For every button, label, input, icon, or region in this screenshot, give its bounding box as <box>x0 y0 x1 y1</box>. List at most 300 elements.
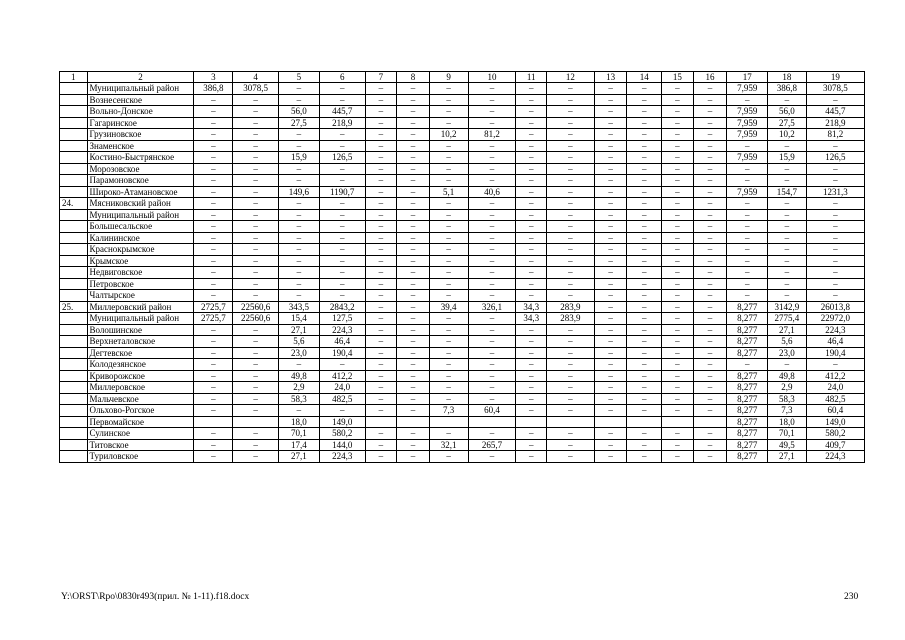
column-number: 2 <box>87 72 194 83</box>
row-number <box>60 290 88 302</box>
table-cell: – <box>662 140 694 152</box>
table-cell: – <box>594 405 627 417</box>
table-cell: – <box>594 278 627 290</box>
table-cell: 8,277 <box>727 370 768 382</box>
table-cell: – <box>233 278 279 290</box>
table-cell: – <box>233 244 279 256</box>
column-number: 9 <box>429 72 468 83</box>
table-row <box>60 267 865 279</box>
table-cell: – <box>365 382 397 394</box>
table-cell: – <box>468 393 516 405</box>
table-cell: – <box>546 221 594 233</box>
table-cell: – <box>662 451 694 463</box>
table-cell: 1190,7 <box>319 186 365 198</box>
table-cell: – <box>397 370 430 382</box>
table-cell: – <box>594 117 627 129</box>
table-cell: – <box>594 370 627 382</box>
table-cell: – <box>365 140 397 152</box>
data-table <box>59 71 865 463</box>
table-cell: – <box>279 232 320 244</box>
table-cell: – <box>397 83 430 95</box>
table-cell: – <box>768 163 807 175</box>
table-cell: – <box>627 382 662 394</box>
table-cell: – <box>397 232 430 244</box>
table-cell: 2725,7 <box>194 313 233 325</box>
table-cell: – <box>365 94 397 106</box>
table-cell: 8,277 <box>727 382 768 394</box>
table-cell: – <box>662 186 694 198</box>
table-cell: – <box>194 439 233 451</box>
table-row <box>60 301 865 313</box>
table-cell: – <box>693 117 727 129</box>
table-cell: 224,3 <box>806 324 864 336</box>
table-cell: – <box>365 129 397 141</box>
column-number: 19 <box>806 72 864 83</box>
table-cell: 8,277 <box>727 405 768 417</box>
table-cell: – <box>194 221 233 233</box>
table-cell: – <box>768 221 807 233</box>
table-cell: – <box>627 129 662 141</box>
table-cell: – <box>594 393 627 405</box>
table-cell: 3078,5 <box>233 83 279 95</box>
table-cell: – <box>194 106 233 118</box>
table-cell: – <box>233 451 279 463</box>
row-number <box>60 451 88 463</box>
row-number <box>60 336 88 348</box>
table-cell: – <box>806 163 864 175</box>
table-cell: 27,5 <box>279 117 320 129</box>
table-cell: – <box>429 175 468 187</box>
table-cell: 15,4 <box>279 313 320 325</box>
table-cell: – <box>397 336 430 348</box>
table-cell: – <box>397 267 430 279</box>
table-cell: 482,5 <box>806 393 864 405</box>
table-cell: – <box>594 439 627 451</box>
table-cell: – <box>627 267 662 279</box>
table-cell: – <box>516 278 547 290</box>
table-cell: 56,0 <box>279 106 320 118</box>
table-cell: – <box>546 278 594 290</box>
table-cell: – <box>429 244 468 256</box>
table-cell: 2725,7 <box>194 301 233 313</box>
table-row <box>60 232 865 244</box>
table-cell: – <box>693 313 727 325</box>
table-cell: – <box>662 175 694 187</box>
table-cell: – <box>594 428 627 440</box>
table-cell: – <box>594 347 627 359</box>
table-cell: – <box>429 152 468 164</box>
table-cell: – <box>429 255 468 267</box>
table-cell: – <box>194 370 233 382</box>
table-cell: – <box>468 313 516 325</box>
table-cell: – <box>319 221 365 233</box>
table-cell: 386,8 <box>768 83 807 95</box>
table-cell: – <box>662 439 694 451</box>
column-number: 3 <box>194 72 233 83</box>
table-cell: – <box>546 359 594 371</box>
table-cell: 39,4 <box>429 301 468 313</box>
table-cell: 49,8 <box>279 370 320 382</box>
table-cell: 7,3 <box>768 405 807 417</box>
table-cell: 412,2 <box>319 370 365 382</box>
table-cell: – <box>627 359 662 371</box>
table-cell: – <box>693 267 727 279</box>
table-cell: – <box>468 290 516 302</box>
table-cell: – <box>397 278 430 290</box>
table-cell: – <box>397 186 430 198</box>
table-row <box>60 129 865 141</box>
table-cell: 7,959 <box>727 129 768 141</box>
table-cell: 3078,5 <box>806 83 864 95</box>
table-cell: – <box>693 244 727 256</box>
table-cell: – <box>546 129 594 141</box>
table-cell: – <box>594 232 627 244</box>
row-number <box>60 278 88 290</box>
table-cell: – <box>319 267 365 279</box>
table-cell: – <box>468 428 516 440</box>
table-cell: – <box>662 152 694 164</box>
row-number <box>60 83 88 95</box>
table-cell: – <box>516 186 547 198</box>
table-cell: – <box>468 209 516 221</box>
table-cell: 2775,4 <box>768 313 807 325</box>
table-cell: – <box>319 244 365 256</box>
table-cell: – <box>516 232 547 244</box>
table-cell: – <box>546 186 594 198</box>
table-cell: – <box>233 324 279 336</box>
table-cell: – <box>627 209 662 221</box>
table-cell: – <box>662 428 694 440</box>
table-cell: – <box>627 94 662 106</box>
table-cell: 24,0 <box>319 382 365 394</box>
table-cell: – <box>429 382 468 394</box>
table-cell: – <box>194 244 233 256</box>
table-cell: – <box>768 267 807 279</box>
table-cell: 27,1 <box>279 451 320 463</box>
row-name: Сулинское <box>87 428 194 440</box>
table-cell: – <box>727 267 768 279</box>
row-name: Туриловское <box>87 451 194 463</box>
row-name: Парамоновское <box>87 175 194 187</box>
table-cell: – <box>365 278 397 290</box>
table-cell: – <box>365 290 397 302</box>
table-cell: – <box>627 140 662 152</box>
table-cell: – <box>233 382 279 394</box>
table-cell: – <box>516 405 547 417</box>
column-number: 15 <box>662 72 694 83</box>
table-row <box>60 209 865 221</box>
table-row <box>60 83 865 95</box>
table-cell: – <box>233 439 279 451</box>
table-cell <box>594 416 627 428</box>
table-cell: – <box>468 140 516 152</box>
row-number <box>60 439 88 451</box>
table-cell: – <box>194 347 233 359</box>
table-cell: – <box>397 152 430 164</box>
table-cell: – <box>627 370 662 382</box>
table-cell: – <box>468 382 516 394</box>
row-name: Мальчевское <box>87 393 194 405</box>
table-cell: – <box>365 175 397 187</box>
table-cell: 60,4 <box>806 405 864 417</box>
table-cell: – <box>397 313 430 325</box>
table-row <box>60 140 865 152</box>
table-cell: – <box>233 370 279 382</box>
table-cell: – <box>627 439 662 451</box>
table-row <box>60 94 865 106</box>
table-cell: 144,0 <box>319 439 365 451</box>
table-cell: 8,277 <box>727 336 768 348</box>
row-name: Миллеровское <box>87 382 194 394</box>
table-cell: 7,959 <box>727 106 768 118</box>
column-number: 10 <box>468 72 516 83</box>
table-cell: – <box>662 94 694 106</box>
table-cell: – <box>365 232 397 244</box>
table-cell: 26013,8 <box>806 301 864 313</box>
table-cell: – <box>727 140 768 152</box>
table-cell: – <box>693 232 727 244</box>
table-cell: – <box>194 278 233 290</box>
table-cell: – <box>279 163 320 175</box>
table-cell: – <box>194 267 233 279</box>
column-number: 6 <box>319 72 365 83</box>
table-row <box>60 347 865 359</box>
table-cell: – <box>365 347 397 359</box>
table-cell: – <box>806 244 864 256</box>
table-cell: 27,1 <box>768 324 807 336</box>
table-row <box>60 175 865 187</box>
table-cell: 126,5 <box>806 152 864 164</box>
table-cell: – <box>397 359 430 371</box>
table-cell: – <box>279 255 320 267</box>
table-cell: – <box>693 301 727 313</box>
table-cell: – <box>662 347 694 359</box>
row-number <box>60 324 88 336</box>
table-cell: – <box>516 221 547 233</box>
table-cell: – <box>365 186 397 198</box>
table-cell: – <box>397 129 430 141</box>
table-cell: – <box>194 140 233 152</box>
table-cell: – <box>279 140 320 152</box>
table-cell: – <box>516 175 547 187</box>
table-cell: – <box>233 106 279 118</box>
footer-file-path: Y:\ORST\Rpo\0830r493(прил. № 1-11).f18.docx <box>61 592 250 602</box>
table-cell: – <box>627 83 662 95</box>
table-cell: – <box>365 370 397 382</box>
table-cell: – <box>194 382 233 394</box>
table-cell: 58,3 <box>279 393 320 405</box>
column-number: 7 <box>365 72 397 83</box>
table-cell: – <box>429 347 468 359</box>
table-cell: – <box>233 94 279 106</box>
table-cell: – <box>516 117 547 129</box>
table-cell: – <box>768 209 807 221</box>
table-cell: 40,6 <box>468 186 516 198</box>
table-cell: 8,277 <box>727 428 768 440</box>
column-number: 13 <box>594 72 627 83</box>
row-number <box>60 152 88 164</box>
table-cell: – <box>429 83 468 95</box>
table-cell: – <box>516 347 547 359</box>
row-name: Дегтевское <box>87 347 194 359</box>
table-cell: – <box>546 244 594 256</box>
table-cell: 8,277 <box>727 451 768 463</box>
table-cell: – <box>397 439 430 451</box>
row-number <box>60 313 88 325</box>
table-cell: – <box>319 278 365 290</box>
table-cell: – <box>546 175 594 187</box>
table-cell: – <box>546 198 594 210</box>
table-cell: – <box>233 393 279 405</box>
table-cell: – <box>627 393 662 405</box>
table-cell: – <box>693 393 727 405</box>
table-cell: – <box>806 232 864 244</box>
row-name: Ольхово-Рогское <box>87 405 194 417</box>
table-cell: – <box>365 267 397 279</box>
table-cell: 580,2 <box>319 428 365 440</box>
table-cell: – <box>693 336 727 348</box>
table-cell: – <box>365 405 397 417</box>
table-cell: – <box>516 324 547 336</box>
row-number <box>60 140 88 152</box>
table-cell: – <box>693 405 727 417</box>
table-cell: – <box>693 370 727 382</box>
table-cell: 8,277 <box>727 313 768 325</box>
table-cell: – <box>516 255 547 267</box>
table-cell: – <box>727 209 768 221</box>
column-number: 5 <box>279 72 320 83</box>
table-cell: – <box>727 244 768 256</box>
table-cell: 1231,3 <box>806 186 864 198</box>
row-name: Муниципальный район <box>87 209 194 221</box>
table-cell: – <box>279 278 320 290</box>
table-cell: – <box>727 221 768 233</box>
table-cell: – <box>806 290 864 302</box>
table-cell: – <box>194 175 233 187</box>
table-cell: – <box>319 94 365 106</box>
table-cell: 149,6 <box>279 186 320 198</box>
table-cell: – <box>546 336 594 348</box>
table-cell: – <box>429 393 468 405</box>
table-cell: – <box>397 244 430 256</box>
table-cell: – <box>806 209 864 221</box>
table-cell: – <box>233 255 279 267</box>
table-cell: – <box>468 221 516 233</box>
table-row <box>60 393 865 405</box>
table-cell: – <box>516 94 547 106</box>
table-cell: – <box>233 129 279 141</box>
table-cell: – <box>468 278 516 290</box>
table-cell: – <box>546 382 594 394</box>
table-cell: 24,0 <box>806 382 864 394</box>
table-cell <box>516 416 547 428</box>
table-cell: – <box>546 255 594 267</box>
table-cell: – <box>627 163 662 175</box>
table-cell: – <box>397 428 430 440</box>
table-cell: – <box>516 359 547 371</box>
table-cell: – <box>627 152 662 164</box>
table-cell: – <box>397 347 430 359</box>
table-cell: – <box>594 301 627 313</box>
table-cell <box>627 416 662 428</box>
table-cell: 218,9 <box>319 117 365 129</box>
table-cell: – <box>546 163 594 175</box>
table-cell: 46,4 <box>806 336 864 348</box>
row-name: Вольно-Донское <box>87 106 194 118</box>
table-cell: – <box>627 221 662 233</box>
table-cell: – <box>594 175 627 187</box>
table-cell: – <box>194 359 233 371</box>
table-cell: – <box>429 278 468 290</box>
column-number: 16 <box>693 72 727 83</box>
table-row <box>60 313 865 325</box>
table-cell: – <box>397 221 430 233</box>
column-number: 12 <box>546 72 594 83</box>
table-cell: – <box>627 336 662 348</box>
table-cell: 126,5 <box>319 152 365 164</box>
table-cell: – <box>319 255 365 267</box>
table-cell: – <box>594 290 627 302</box>
table-cell: – <box>516 244 547 256</box>
table-cell: – <box>546 439 594 451</box>
table-cell: – <box>662 382 694 394</box>
table-cell: 56,0 <box>768 106 807 118</box>
table-cell: – <box>594 83 627 95</box>
table-cell: – <box>279 244 320 256</box>
row-number <box>60 255 88 267</box>
table-cell: – <box>468 370 516 382</box>
table-cell: – <box>233 163 279 175</box>
table-cell: – <box>768 94 807 106</box>
table-cell: – <box>429 290 468 302</box>
table-cell: – <box>693 94 727 106</box>
table-cell: – <box>468 163 516 175</box>
table-cell: – <box>516 451 547 463</box>
table-row <box>60 255 865 267</box>
table-cell: – <box>693 221 727 233</box>
table-cell: – <box>516 152 547 164</box>
table-cell: – <box>806 198 864 210</box>
table-cell <box>233 416 279 428</box>
row-number <box>60 370 88 382</box>
table-cell: – <box>233 405 279 417</box>
row-name: Титовское <box>87 439 194 451</box>
table-cell: 81,2 <box>806 129 864 141</box>
table-cell: – <box>594 244 627 256</box>
table-cell: 283,9 <box>546 301 594 313</box>
table-cell <box>546 416 594 428</box>
table-cell: 409,7 <box>806 439 864 451</box>
table-cell: – <box>727 359 768 371</box>
table-cell: – <box>546 324 594 336</box>
table-cell: – <box>627 232 662 244</box>
row-name: Первомайское <box>87 416 194 428</box>
table-cell: – <box>516 83 547 95</box>
table-cell: – <box>627 301 662 313</box>
table-cell: – <box>546 393 594 405</box>
row-name: Знаменское <box>87 140 194 152</box>
row-number <box>60 359 88 371</box>
table-cell: 58,3 <box>768 393 807 405</box>
table-cell: – <box>662 221 694 233</box>
table-cell: 27,1 <box>279 324 320 336</box>
table-cell: 8,277 <box>727 416 768 428</box>
row-number: 24. <box>60 198 88 210</box>
row-name: Грузиновское <box>87 129 194 141</box>
table-cell: – <box>397 209 430 221</box>
row-number <box>60 393 88 405</box>
row-number <box>60 244 88 256</box>
